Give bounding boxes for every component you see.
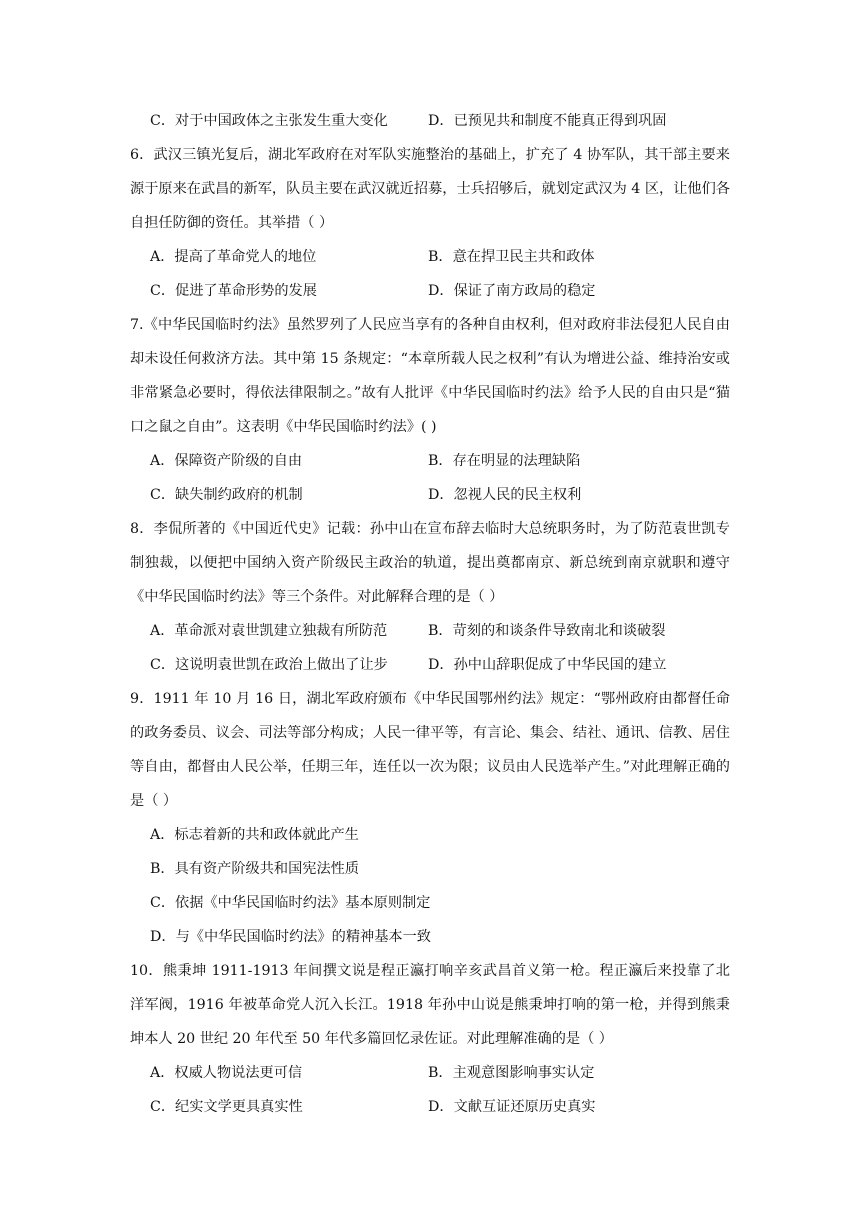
q9-option-b[interactable]: B．具有资产阶级共和国宪法性质 <box>150 861 360 877</box>
q7-option-b[interactable]: B．存在明显的法理缺陷 <box>428 453 581 469</box>
q5-options <box>130 104 730 138</box>
q10-options <box>130 1056 730 1124</box>
q6-option-c[interactable]: C．促进了革命形势的发展 <box>150 283 317 299</box>
q10-stem <box>130 954 730 1056</box>
q8-option-row-1 <box>150 614 730 648</box>
q8-options <box>130 614 730 682</box>
question-list <box>130 104 730 1124</box>
q9-stem <box>130 682 730 818</box>
q8-option-b[interactable]: B．苛刻的和谈条件导致南北和谈破裂 <box>428 623 666 639</box>
q10-option-a[interactable]: A．权威人物说法更可信 <box>150 1065 303 1081</box>
q9-option-c[interactable]: C．依据《中华民国临时约法》基本原则制定 <box>150 895 431 911</box>
q8-option-d[interactable]: D．孙中山辞职促成了中华民国的建立 <box>428 657 667 673</box>
q6-stem <box>130 138 730 240</box>
q10-option-c[interactable]: C．纪实文学更具真实性 <box>150 1099 303 1115</box>
q5-option-row <box>150 104 730 138</box>
q8-stem-text: 8．李侃所著的《中国近代史》记载：孙中山在宣布辞去临时大总统职务时，为了防范袁世凯专制独裁，以便把中国纳入资产阶级民主政治的轨道，提出奠都南京、新总统到南京就职和遵守《中华民国临时约法》等三个条件。对此解释合理的是（ ） <box>130 521 730 605</box>
q9-options <box>130 818 730 954</box>
q7-options <box>130 444 730 512</box>
q7-option-row-1 <box>150 444 730 478</box>
q6-option-b[interactable]: B．意在捍卫民主共和政体 <box>428 249 595 265</box>
q10-option-row-1 <box>150 1056 730 1090</box>
q9-option-d[interactable]: D．与《中华民国临时约法》的精神基本一致 <box>150 929 431 945</box>
q7-option-row-2 <box>150 478 730 512</box>
q8-stem <box>130 512 730 614</box>
q8-option-a[interactable]: A．革命派对袁世凯建立独裁有所防范 <box>150 623 388 639</box>
q10-option-d[interactable]: D．文献互证还原历史真实 <box>428 1099 596 1115</box>
q5-option-c[interactable]: C．对于中国政体之主张发生重大变化 <box>150 113 388 129</box>
q8-option-row-2 <box>150 648 730 682</box>
q8-option-c[interactable]: C．这说明袁世凯在政治上做出了让步 <box>150 657 388 673</box>
q7-option-d[interactable]: D．忽视人民的民主权利 <box>428 487 582 503</box>
q6-option-row-2 <box>150 274 730 308</box>
q10-option-row-2 <box>150 1090 730 1124</box>
q9-option-a[interactable]: A．标志着新的共和政体就此产生 <box>150 827 359 843</box>
q7-stem-text: 7.《中华民国临时约法》虽然罗列了人民应当享有的各种自由权利，但对政府非法侵犯人民自由却未设任何救济方法。其中第 15 条规定：“本章所载人民之权利”有认为增进公益、维持治安或非常紧急必要时，得依法律限制之。”故有人批评《中华民国临时约法》给予人民的自由只是“猫口之鼠之自由”。这表明《中华民国临时约法》( ) <box>130 317 730 435</box>
q6-option-a[interactable]: A．提高了革命党人的地位 <box>150 249 317 265</box>
q6-option-row-1 <box>150 240 730 274</box>
q7-stem <box>130 308 730 444</box>
q6-options <box>130 240 730 308</box>
q6-stem-text: 6．武汉三镇光复后，湖北军政府在对军队实施整治的基础上，扩充了 4 协军队，其干部主要来源于原来在武昌的新军，队员主要在武汉就近招募，士兵招够后，就划定武汉为 4 区，让他们各自担任防御的资任。其举措（ ） <box>130 147 730 231</box>
q7-option-c[interactable]: C．缺失制约政府的机制 <box>150 487 303 503</box>
q7-option-a[interactable]: A．保障资产阶级的自由 <box>150 453 303 469</box>
q10-option-b[interactable]: B．主观意图影响事实认定 <box>428 1065 595 1081</box>
q5-option-d[interactable]: D．已预见共和制度不能真正得到巩固 <box>428 113 667 129</box>
q9-stem-text: 9．1911 年 10 月 16 日，湖北军政府颁布《中华民国鄂州约法》规定：“鄂州政府由都督任命的政务委员、议会、司法等部分构成；人民一律平等，有言论、集会、结社、通讯、信教、居住等自由，都督由人民公举，任期三年，连任以一次为限；议员由人民选举产生。”对此理解正确的是（ ） <box>130 691 730 809</box>
q10-stem-text: 10．熊秉坤 1911-1913 年间撰文说是程正瀛打响辛亥武昌首义第一枪。程正瀛后来投靠了北洋军阀，1916 年被革命党人沉入长江。1918 年孙中山说是熊秉坤打响的第一枪，并得到熊秉坤本人 20 世纪 20 年代至 50 年代多篇回忆录佐证。对此理解准确的是（ ） <box>130 963 730 1047</box>
q6-option-d[interactable]: D．保证了南方政局的稳定 <box>428 283 596 299</box>
